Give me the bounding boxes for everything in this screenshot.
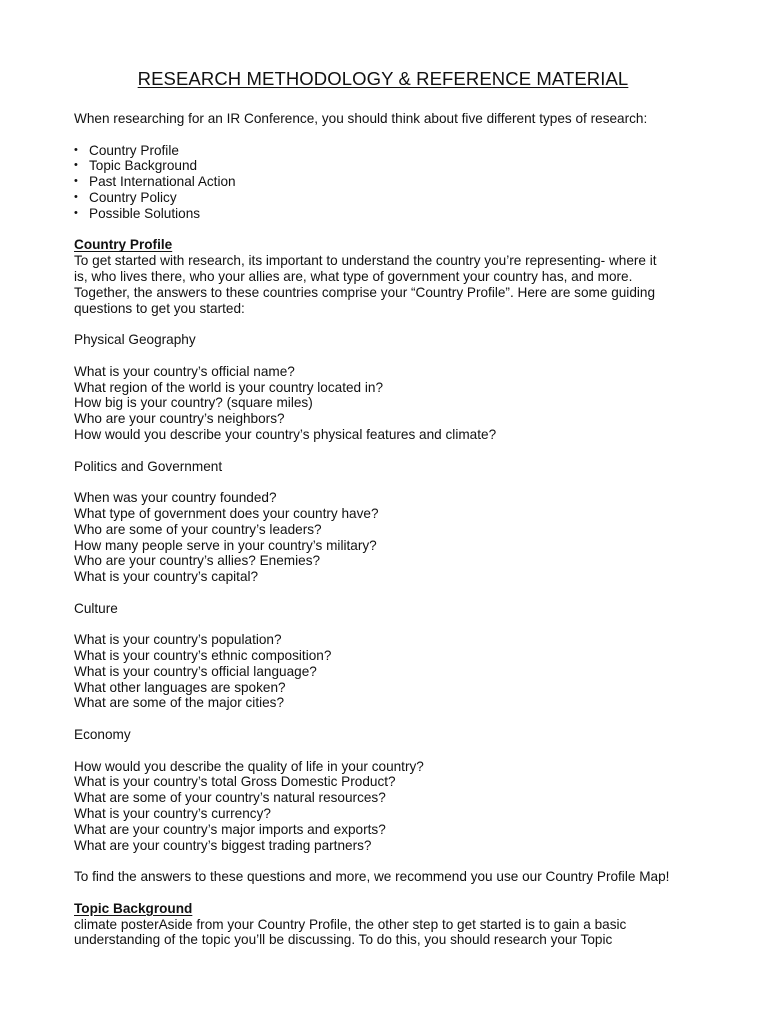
bullet-icon: • [74,190,78,203]
bullet-icon: • [74,206,78,219]
question-line: How big is your country? (square miles) [74,395,313,411]
question-line: How would you describe the quality of life in your country? [74,758,424,774]
section-label-economy: Economy [74,727,131,743]
question-line: What are your country’s biggest trading partners? [74,837,372,853]
question-line: What type of government does your country have? [74,505,379,521]
bullet-icon: • [74,159,78,172]
question-line: Who are your country’s allies? Enemies? [74,553,321,569]
country-profile-paragraph: To get started with research, its important to understand the country you’re representing- where it is, who lives there, who your allies are, what type of government your country has, and more. Together, the answers to these countries comprise your “Country Profile”. Here are some guiding questions to get you started: [74,253,657,316]
question-line: What is your country’s official name? [74,363,295,379]
topic-background-paragraph: climate posterAside from your Country Profile, the other step to get started is to gain a basic understanding of the topic you’ll be discussing. To do this, you should research your Topic [74,916,627,948]
page-title: RESEARCH METHODOLOGY & REFERENCE MATERIAL [137,68,629,89]
question-line: What are your country’s major imports and exports? [74,821,386,837]
question-line: What is your country’s population? [74,632,282,648]
list-item: • Topic Background [74,158,198,174]
list-item: • Country Policy [74,189,177,205]
research-types-list [74,143,704,222]
question-line: What is your country’s total Gross Domestic Product? [74,774,396,790]
list-item: • Possible Solutions [74,205,201,221]
question-line: What is your country’s capital? [74,569,259,585]
question-line: Who are some of your country’s leaders? [74,521,322,537]
bullet-icon: • [74,143,78,156]
question-line: What are some of your country’s natural resources? [74,790,386,806]
question-line: What region of the world is your country located in? [74,379,384,395]
question-line: What are some of the major cities? [74,695,285,711]
question-line: What other languages are spoken? [74,679,286,695]
bullet-icon: • [74,175,78,188]
question-line: What is your country’s official language? [74,663,317,679]
list-item: • Country Profile [74,142,179,158]
question-line: What is your country’s ethnic composition? [74,648,332,664]
section-label-politics-government: Politics and Government [74,458,223,474]
intro-text: When researching for an IR Conference, you should think about five different types of research: [74,111,648,126]
question-line: When was your country founded? [74,490,277,506]
section-label-culture: Culture [74,600,118,616]
country-profile-heading: Country Profile [74,237,173,253]
country-profile-closing: To find the answers to these questions and more, we recommend you use our Country Profile Map! [74,869,670,885]
question-line: How would you describe your country’s physical features and climate? [74,426,497,442]
topic-background-heading: Topic Background [74,900,193,916]
question-line: How many people serve in your country’s military? [74,537,377,553]
question-line: What is your country’s currency? [74,806,271,822]
question-line: Who are your country’s neighbors? [74,411,285,427]
section-label-physical-geography: Physical Geography [74,332,196,348]
document-body [74,111,704,948]
list-item: • Past International Action [74,174,236,190]
